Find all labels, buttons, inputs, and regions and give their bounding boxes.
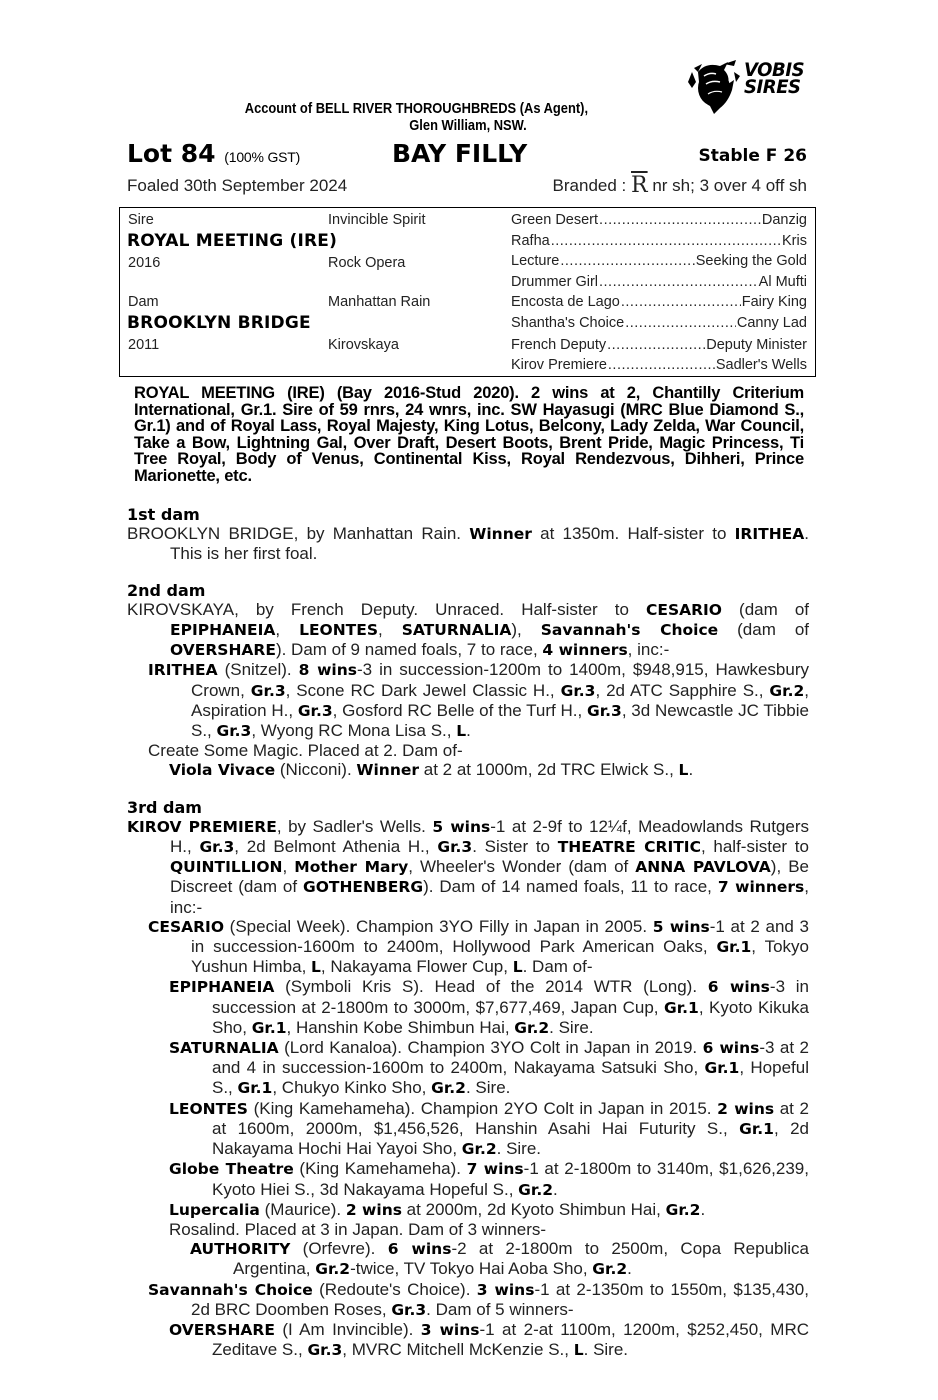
text: , Nakayama Flower Cup, — [320, 957, 513, 977]
leader-dots — [608, 355, 715, 376]
grade: L — [456, 722, 467, 741]
horse-name: ANNA PAVLOVA — [635, 858, 771, 877]
text: -1 at 2-at 1100m, 1200m, $252,450, MRC Zeditave S., — [212, 1319, 809, 1360]
sire-dam: Rock Opera — [328, 255, 406, 271]
horse-name: Savannah's Choice — [148, 1280, 313, 1299]
ggp-row — [511, 251, 807, 272]
ggp-dam-line: Kirov Premiere — [511, 357, 607, 373]
horse-name: EPIPHANEIA — [170, 621, 276, 640]
text: . — [553, 1179, 558, 1199]
grade: Gr.1 — [251, 1018, 287, 1037]
logo-line-1: VOBIS — [744, 59, 805, 81]
text: -1 at 2-1350m to 1550m, $135,430, 2d BRC Doomben Roses, — [191, 1279, 809, 1319]
ggp-sire: Canny Lad — [736, 315, 807, 331]
horse-name: OVERSHARE — [169, 1320, 275, 1339]
bold-text: 4 winners — [542, 641, 628, 660]
ggp-sire: Deputy Minister — [706, 337, 807, 353]
progeny-irithea — [127, 660, 809, 741]
ggp-dam-line: Lecture — [511, 253, 560, 269]
bold-text: 2 wins — [717, 1099, 775, 1118]
text: . Sire. — [549, 1017, 594, 1037]
ggp-row — [511, 335, 807, 356]
grade: L — [512, 958, 523, 977]
bold-text: 7 winners — [717, 878, 805, 897]
pedigree-table — [119, 207, 816, 377]
ggp-dam-line: Drummer Girl — [511, 274, 598, 290]
grade: Gr.3 — [250, 681, 286, 700]
horse-name: IRITHEA — [148, 661, 218, 680]
ggp-dam-line: Encosta de Lago — [511, 294, 620, 310]
grade: Gr.3 — [199, 838, 235, 857]
leader-dots — [625, 313, 736, 334]
text: ). Dam of 14 named foals, 11 to race, — [423, 877, 718, 897]
ggp-row — [511, 231, 807, 252]
grade: Gr.3 — [216, 722, 252, 741]
text: . Dam of- — [522, 957, 593, 977]
text: -2 at 2-1800m to 2500m, Copa Republica Argentina, — [233, 1239, 809, 1279]
horse-name: SATURNALIA — [169, 1039, 279, 1058]
vendor-location: Glen William, NSW. — [409, 117, 527, 134]
text: (Maurice). — [259, 1199, 346, 1219]
ggp-sire: Seeking the Gold — [695, 253, 807, 269]
vendor-name: Account of BELL RIVER THOROUGHBREDS (As Agent), — [244, 100, 589, 117]
horse-name: LEONTES — [299, 621, 379, 640]
text: . Sire. — [465, 1078, 511, 1098]
bold-text: 6 wins — [387, 1240, 452, 1259]
horse-name: Globe Theatre — [169, 1160, 294, 1179]
horse-name: KIROV PREMIERE — [127, 817, 277, 836]
horse-name: IRITHEA — [734, 525, 805, 544]
bold-text: 8 wins — [298, 661, 357, 680]
grade: Gr.3 — [391, 1300, 427, 1319]
text: at 2 at 1000m, 2d TRC Elwick S., — [419, 760, 679, 780]
dam-name: BROOKLYN BRIDGE — [127, 313, 311, 333]
dam-label: Dam — [128, 294, 159, 310]
bold-text: 6 wins — [702, 1039, 760, 1058]
text: -1 at 2-9f to 12¼f, Meadowlands Rutgers H., — [170, 816, 809, 857]
text: , Scone RC Dark Jewel Classic H., — [285, 680, 561, 700]
text: , Aspiration H., — [191, 680, 809, 720]
leader-dots — [621, 292, 741, 313]
text: at 2000m, 2d Kyoto Shimbun Hai, — [401, 1199, 666, 1219]
lot-sex-colour: BAY FILLY — [392, 139, 528, 168]
horse-name: EPIPHANEIA — [169, 978, 275, 997]
text: , — [282, 857, 295, 877]
text: Create Some Magic. Placed at 2. Dam of- — [148, 741, 463, 761]
text: . — [627, 1259, 632, 1279]
text: , 2d Nakayama Hochi Hai Yayoi Sho, — [212, 1118, 810, 1159]
ggp-dam-line: French Deputy — [511, 337, 607, 353]
text: KIROVSKAYA, by French Deputy. Unraced. Half-sister to — [127, 599, 646, 619]
text: , — [378, 620, 402, 640]
ggp-sire: Al Mufti — [758, 274, 807, 290]
second-dam-heading: 2nd dam — [127, 580, 206, 600]
progeny-authority — [127, 1239, 809, 1279]
horse-name: THEATRE CRITIC — [557, 838, 701, 857]
text: (Lord Kanaloa). Champion 3YO Colt in Japan in 2019. — [278, 1038, 703, 1058]
sire-name: ROYAL MEETING (IRE) — [127, 231, 338, 251]
bold-text: 5 wins — [652, 917, 710, 936]
bold-text: 6 wins — [707, 978, 770, 997]
text: (I Am Invincible). — [274, 1319, 421, 1339]
text: , inc:- — [170, 877, 809, 917]
progeny-globe-theatre — [127, 1159, 809, 1199]
grade: Gr.3 — [586, 701, 622, 720]
progeny-savannahs-choice — [127, 1280, 809, 1320]
ggp-sire: Sadler's Wells — [715, 357, 807, 373]
horse-name: AUTHORITY — [190, 1240, 291, 1259]
text: (Symboli Kris S). Head of the 2014 WTR (Long). — [274, 977, 708, 997]
horse-name: QUINTILLION — [170, 858, 283, 877]
leader-dots — [551, 231, 781, 252]
horse-name: Mother Mary — [294, 858, 409, 877]
bold-text: Winner — [469, 525, 532, 544]
bold-text: 3 wins — [420, 1320, 480, 1339]
grade: Gr.2 — [514, 1018, 550, 1037]
text: , Hanshin Kobe Shimbun Hai, — [286, 1017, 515, 1037]
brand-description — [553, 175, 807, 197]
horse-name: SATURNALIA — [401, 621, 512, 640]
grade: Gr.2 — [431, 1079, 466, 1098]
text: at 2 at 1600m, 2000m, $1,456,526, Hanshin Asahi Hai Futurity S., — [212, 1098, 809, 1138]
bold-text: 5 wins — [432, 817, 491, 836]
dam-sire: Manhattan Rain — [328, 294, 431, 310]
horse-name: GOTHENBERG — [302, 878, 424, 897]
text: , Hopeful S., — [212, 1058, 809, 1098]
text: BROOKLYN BRIDGE, by Manhattan Rain. — [127, 524, 470, 544]
ggp-dam-line: Shantha's Choice — [511, 315, 625, 331]
text: , 3d Newcastle JC Tibbie S., — [191, 700, 809, 741]
dam-year: 2011 — [128, 337, 160, 353]
grade: L — [311, 958, 321, 977]
leader-dots — [599, 272, 758, 293]
text: ), Be Discreet (dam of — [170, 857, 809, 897]
progeny-viola-vivace — [127, 760, 809, 780]
text: -3 in succession-1200m to 1400m, $948,915, Hawkesbury Crown, — [191, 660, 809, 700]
text: , by Sadler's Wells. — [276, 816, 433, 836]
progeny-epiphaneia — [127, 977, 809, 1038]
text: , inc:- — [627, 640, 670, 660]
text: -1 at 2-1800m to 3140m, $1,626,239, Kyoto Hiei S., 3d Nakayama Hopeful S., — [212, 1159, 809, 1199]
grade: Gr.1 — [664, 998, 699, 1017]
text: (dam of — [718, 620, 810, 640]
progeny-overshare — [127, 1320, 809, 1360]
ggp-sire: Danzig — [761, 212, 807, 228]
progeny-leontes — [127, 1099, 809, 1160]
grade: Gr.2 — [518, 1180, 553, 1199]
horse-name: Lupercalia — [169, 1200, 260, 1219]
third-dam-paragraph — [127, 817, 809, 917]
grade: Gr.3 — [307, 1341, 343, 1360]
text: at 1350m. Half-sister to — [531, 524, 735, 544]
progeny-cesario — [127, 917, 809, 978]
ggp-sire: Fairy King — [741, 294, 807, 310]
lot-number — [127, 139, 300, 172]
text: , Kyoto Kikuka Sho, — [212, 997, 809, 1037]
text: . — [688, 760, 694, 780]
text: (King Kamehameha). Champion 2YO Colt in Japan in 2015. — [247, 1098, 718, 1118]
text: -twice, TV Tokyo Hai Aoba Sho, — [350, 1259, 593, 1279]
grade: Gr.3 — [297, 701, 333, 720]
logo-line-2: SIRES — [744, 76, 801, 98]
text: -3 in succession at 2-1800m to 3000m, $7,677,469, Japan Cup, — [212, 977, 809, 1017]
horse-name: CESARIO — [148, 917, 225, 936]
vendor-account — [176, 100, 761, 134]
ggp-dam-line: Rafha — [511, 233, 550, 249]
grade: Gr.2 — [315, 1260, 351, 1279]
grade: Gr.2 — [665, 1200, 701, 1219]
text: -1 at 2 and 3 in succession-1600m to 2400m, Hollywood Park American Oaks, — [191, 916, 809, 957]
first-dam-paragraph — [127, 524, 809, 563]
text: . — [700, 1199, 706, 1219]
text: , 2d ATC Sapphire S., — [595, 680, 770, 700]
grade: Gr.1 — [739, 1119, 774, 1138]
foaled-date: Foaled 30th September 2024 — [127, 176, 348, 195]
ggp-dam-line: Green Desert — [511, 212, 599, 228]
text: , Wheeler's Wonder (dam of — [408, 857, 636, 877]
text: (Nicconi). — [275, 760, 357, 780]
text: , Chukyo Kinko Sho, — [272, 1078, 432, 1098]
grade: L — [678, 761, 689, 780]
branded-label: Branded : — [552, 176, 627, 195]
leader-dots — [560, 251, 694, 272]
text: , — [275, 620, 300, 640]
ggp-row — [511, 272, 807, 293]
grade: Gr.1 — [237, 1079, 273, 1098]
ggp-row — [511, 210, 807, 231]
horse-name: CESARIO — [645, 600, 722, 619]
text: ). Dam of 9 named foals, 7 to race, — [275, 640, 543, 660]
grade: Gr.1 — [716, 938, 752, 957]
second-dam-paragraph — [127, 600, 809, 661]
progeny-rosalind — [127, 1220, 809, 1239]
text: . Sire. — [496, 1139, 542, 1159]
ggp-row — [511, 292, 807, 313]
text: . — [466, 721, 471, 741]
text: (King Kamehameha). — [293, 1159, 467, 1179]
grade: Gr.1 — [704, 1059, 740, 1078]
ggp-row — [511, 355, 807, 376]
grade: L — [573, 1341, 584, 1360]
grade: Gr.2 — [769, 681, 805, 700]
text: (Special Week). Champion 3YO Filly in Japan in 2005. — [224, 916, 653, 936]
first-dam-heading: 1st dam — [127, 505, 200, 524]
progeny-lupercalia — [127, 1200, 809, 1220]
progeny-saturnalia — [127, 1038, 809, 1099]
ggp-sire: Kris — [782, 233, 807, 249]
sire-label: Sire — [128, 212, 154, 228]
gst-note: (100% GST) — [224, 149, 301, 165]
horse-name: Viola Vivace — [169, 761, 276, 780]
sire-year: 2016 — [128, 255, 161, 271]
sire-sire: Invincible Spirit — [328, 212, 426, 228]
text: , Tokyo Yushun Himba, — [191, 937, 809, 977]
ggp-row — [511, 313, 807, 334]
grade: Gr.2 — [592, 1260, 628, 1279]
dam-dam: Kirovskaya — [328, 337, 399, 353]
grade: Gr.3 — [560, 681, 596, 700]
lot-label: Lot 84 — [127, 139, 216, 168]
text: . This is her first foal. — [170, 524, 809, 564]
text: Rosalind. Placed at 3 in Japan. Dam of 3 winners- — [169, 1219, 547, 1239]
bold-text: Winner — [356, 761, 420, 780]
bold-text: 2 wins — [345, 1200, 402, 1219]
progeny-create-some-magic — [127, 741, 809, 760]
logo-wordmark — [744, 59, 805, 98]
brand-mark-icon: $\overline{R}$ — [631, 173, 648, 198]
third-dam-heading: 3rd dam — [127, 797, 202, 817]
text: (dam of — [722, 599, 810, 619]
text: (Redoute's Choice). — [312, 1279, 477, 1299]
bold-text: 7 wins — [466, 1160, 524, 1179]
text: , 2d Belmont Athenia H., — [234, 837, 438, 857]
sire-summary: ROYAL MEETING (IRE) (Bay 2016-Stud 2020). 2 wins at 2, Chantilly Criterium International, Gr.1. Sire of 59 rnrs, 24 wnrs, inc. SW Hayasugi (MRC Blue Diamond S., Gr.1) and of Royal Lass, Royal Majesty, King Lotus, Belcony, Lady Zelda, War Council, Take a Bow, Lightning Gal, Over Draft, Desert Boots, Brent Pride, Magic Princess, Ti Tree Royal, Body of Venus, Continental Kiss, Royal Rendezvous, Dihheri, Prince Marionette, etc. — [134, 384, 804, 485]
text: . Sister to — [472, 837, 558, 857]
text: , half-sister to — [700, 837, 809, 857]
text: ), — [511, 620, 541, 640]
text: (Snitzel). — [217, 660, 299, 680]
grade: Gr.2 — [461, 1140, 497, 1159]
horse-name: LEONTES — [169, 1099, 248, 1118]
text: , Wyong RC Mona Lisa S., — [251, 721, 457, 741]
horse-name: Savannah's Choice — [540, 621, 719, 640]
text: (Orfevre). — [290, 1239, 388, 1259]
text: , Gosford RC Belle of the Turf H., — [332, 700, 587, 720]
grade: Gr.3 — [437, 838, 473, 857]
leader-dots — [607, 335, 705, 356]
text: , MVRC Mitchell McKenzie S., — [342, 1340, 574, 1360]
text: . Dam of 5 winners- — [426, 1299, 574, 1319]
leader-dots — [599, 210, 761, 231]
bold-text: 3 wins — [476, 1280, 535, 1299]
stable-location: Stable F 26 — [698, 146, 807, 166]
text: . Sire. — [583, 1340, 629, 1360]
horse-name: OVERSHARE — [170, 641, 276, 660]
branded-text: nr sh; 3 over 4 off sh — [652, 176, 807, 195]
text: -3 at 2 and 4 in succession-1600m to 2400m, Nakayama Satsuki Sho, — [212, 1038, 809, 1078]
family-details — [127, 505, 809, 1360]
